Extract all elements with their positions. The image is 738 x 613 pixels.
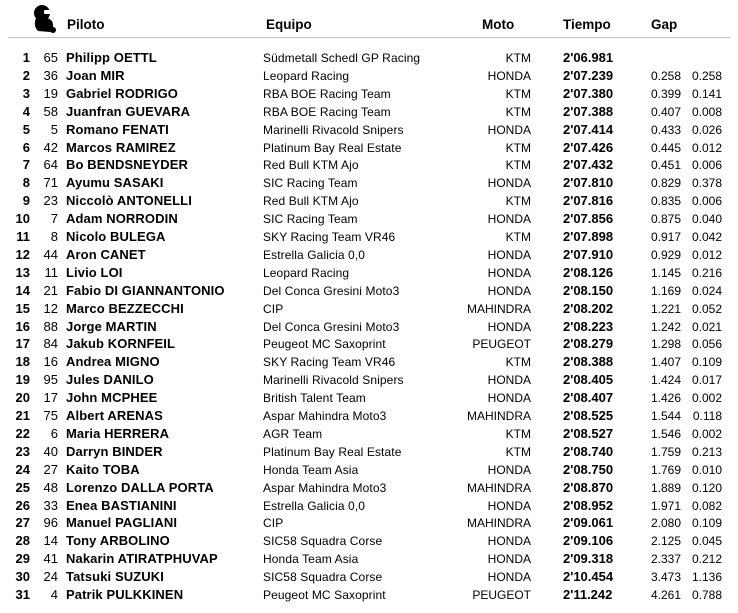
rider-number: 21 <box>43 282 58 298</box>
bike-make: HONDA <box>487 68 531 83</box>
row-position: 3 <box>22 85 30 101</box>
gap-to-previous: 0.141 <box>691 86 722 101</box>
gap-to-previous: 0.026 <box>691 122 722 137</box>
gap-to-first: 0.917 <box>650 230 681 244</box>
team-name: CIP <box>263 516 284 531</box>
rider-number: 8 <box>50 229 58 244</box>
gap-to-first: 0.829 <box>650 176 681 191</box>
table-row <box>0 318 738 336</box>
row-position: 9 <box>22 193 30 209</box>
row-position: 26 <box>15 497 30 513</box>
table-row <box>0 389 738 407</box>
bike-make: KTM <box>505 104 531 119</box>
row-position: 15 <box>15 300 30 316</box>
rider-number: 14 <box>43 533 58 549</box>
rider-number: 7 <box>50 211 58 227</box>
team-name: Leopard Racing <box>263 265 350 280</box>
gap-to-previous: 0.017 <box>691 373 722 388</box>
gap-to-first: 2.125 <box>650 534 681 549</box>
table-row <box>0 300 738 318</box>
bike-make: MAHINDRA <box>466 409 531 423</box>
rider-number: 41 <box>43 551 58 567</box>
rider-name: Nakarin ATIRATPHUVAP <box>66 551 218 567</box>
bike-make: MAHINDRA <box>466 516 531 531</box>
header-gap: Gap <box>651 17 678 32</box>
lap-time: 2'07.414 <box>563 121 614 137</box>
row-position: 22 <box>15 425 30 441</box>
gap-to-previous: 0.006 <box>691 158 722 173</box>
team-name: Estrella Galicia 0,0 <box>263 498 366 513</box>
rider-number: 16 <box>43 354 58 370</box>
gap-to-previous: 0.213 <box>691 444 722 459</box>
gap-to-first: 1.298 <box>650 337 681 352</box>
table-row <box>0 85 738 103</box>
gap-to-first: 1.759 <box>650 444 681 459</box>
row-position: 17 <box>15 336 30 352</box>
bike-make: KTM <box>505 444 531 459</box>
gap-to-previous: 0.002 <box>691 391 722 406</box>
row-position: 20 <box>15 390 30 406</box>
team-name: RBA BOE Racing Team <box>263 104 391 119</box>
table-row <box>0 550 738 568</box>
bike-make: KTM <box>505 355 531 370</box>
team-name: British Talent Team <box>263 391 366 406</box>
team-name: Honda Team Asia <box>263 462 359 477</box>
lap-time: 2'09.318 <box>563 551 614 567</box>
team-name: SKY Racing Team VR46 <box>263 355 396 370</box>
gap-to-first: 3.473 <box>650 570 681 585</box>
rider-name: Marcos RAMIREZ <box>66 139 176 155</box>
lap-time: 2'08.740 <box>563 443 614 459</box>
lap-time: 2'07.816 <box>563 193 614 209</box>
gap-to-first: 0.451 <box>650 158 681 173</box>
team-name: CIP <box>263 301 284 316</box>
gap-to-previous: 0.012 <box>691 247 722 262</box>
rider-number: 5 <box>50 121 58 137</box>
rider-name: Albert ARENAS <box>66 408 163 423</box>
header-divider <box>8 37 730 38</box>
team-name: Marinelli Rivacold Snipers <box>263 373 404 388</box>
gap-to-previous: 0.378 <box>691 176 722 191</box>
gap-to-first: 0.445 <box>650 140 681 155</box>
lap-time: 2'08.527 <box>563 425 614 441</box>
rider-number: 48 <box>43 479 58 495</box>
gap-to-first: 0.835 <box>650 194 681 209</box>
table-row <box>0 568 738 586</box>
row-position: 11 <box>16 229 30 244</box>
rider-name: Jules DANILO <box>66 372 154 388</box>
table-row <box>0 210 738 228</box>
rider-name: Marco BEZZECCHI <box>66 300 184 316</box>
rider-name: Aron CANET <box>66 246 146 262</box>
rider-name: Adam NORRODIN <box>66 211 178 227</box>
rider-name: Fabio DI GIANNANTONIO <box>66 282 225 298</box>
rider-name: Livio LOI <box>66 264 123 280</box>
gap-to-first: 1.424 <box>650 373 681 388</box>
gap-to-first: 1.544 <box>650 409 681 423</box>
bike-make: HONDA <box>487 552 531 567</box>
gap-to-first: 0.407 <box>650 104 681 119</box>
gap-to-previous: 0.010 <box>691 462 722 477</box>
team-name: Südmetall Schedl GP Racing <box>263 51 421 65</box>
rider-name: Joan MIR <box>66 67 125 83</box>
gap-to-previous: 0.212 <box>691 552 722 567</box>
rider-name: Niccolò ANTONELLI <box>66 193 192 209</box>
lap-time: 2'07.426 <box>563 139 614 155</box>
lap-time: 2'07.432 <box>563 157 614 173</box>
gap-to-previous: 0.120 <box>691 480 722 495</box>
team-name: RBA BOE Racing Team <box>263 86 391 101</box>
bike-make: HONDA <box>487 462 531 477</box>
bike-make: HONDA <box>487 498 531 513</box>
rider-name: Bo BENDSNEYDER <box>66 157 189 173</box>
gap-to-previous: 0.008 <box>691 104 722 119</box>
team-name: SKY Racing Team VR46 <box>263 230 396 244</box>
table-row <box>0 67 738 85</box>
team-name: AGR Team <box>263 426 323 441</box>
bike-make: MAHINDRA <box>466 301 531 316</box>
rider-name: Andrea MIGNO <box>66 354 160 370</box>
bike-make: PEUGEOT <box>472 588 531 602</box>
table-row <box>0 139 738 157</box>
table-row <box>0 497 738 515</box>
team-name: Aspar Mahindra Moto3 <box>263 480 387 495</box>
rider-number: 65 <box>43 50 58 65</box>
bike-make: HONDA <box>487 570 531 585</box>
rider-number: 58 <box>43 103 58 119</box>
gap-to-previous: 1.136 <box>691 570 722 585</box>
gap-to-previous: 0.052 <box>691 301 722 316</box>
gap-to-first: 0.399 <box>650 86 681 101</box>
lap-time: 2'08.279 <box>563 336 614 352</box>
table-row <box>0 228 738 246</box>
team-name: Leopard Racing <box>263 68 350 83</box>
row-position: 8 <box>22 175 30 191</box>
table-row <box>0 156 738 174</box>
rider-number: 84 <box>43 336 58 352</box>
team-name: Honda Team Asia <box>263 552 359 567</box>
row-position: 28 <box>15 533 30 549</box>
bike-make: KTM <box>505 158 531 173</box>
lap-time: 2'07.856 <box>563 211 614 227</box>
row-position: 29 <box>15 551 30 567</box>
gap-to-first: 1.889 <box>650 480 681 495</box>
bike-make: KTM <box>505 194 531 209</box>
gap-to-previous: 0.021 <box>691 319 722 334</box>
motorcycle-rider-icon <box>30 4 58 34</box>
rider-number: 75 <box>43 408 58 423</box>
lap-time: 2'07.380 <box>563 85 614 101</box>
team-name: Aspar Mahindra Moto3 <box>263 409 387 423</box>
bike-make: HONDA <box>487 283 531 298</box>
gap-to-first: 4.261 <box>650 588 681 602</box>
rider-number: 96 <box>43 515 58 531</box>
table-row <box>0 407 738 425</box>
rider-number: 17 <box>43 390 58 406</box>
gap-to-first: 1.221 <box>650 301 681 316</box>
gap-to-previous: 0.118 <box>692 409 722 423</box>
rider-name: John MCPHEE <box>66 390 158 406</box>
rider-number: 6 <box>50 425 58 441</box>
gap-to-previous: 0.042 <box>691 230 722 244</box>
gap-to-first: 0.433 <box>650 122 681 137</box>
row-position: 12 <box>15 246 30 262</box>
lap-time: 2'08.405 <box>563 372 614 388</box>
gap-to-first: 1.145 <box>650 265 681 280</box>
gap-to-first: 2.337 <box>650 552 681 567</box>
table-row <box>0 192 738 210</box>
table-row <box>0 282 738 300</box>
gap-to-first: 0.875 <box>650 212 681 227</box>
bike-make: HONDA <box>487 247 531 262</box>
row-position: 18 <box>15 354 30 370</box>
row-position: 2 <box>22 67 30 83</box>
table-row <box>0 443 738 461</box>
lap-time: 2'07.239 <box>563 67 614 83</box>
gap-to-previous: 0.024 <box>691 283 722 298</box>
gap-to-previous: 0.216 <box>691 265 722 280</box>
rider-name: Tatsuki SUZUKI <box>66 569 164 585</box>
rider-number: 88 <box>43 318 58 334</box>
rider-name: Jorge MARTIN <box>66 318 157 334</box>
row-position: 25 <box>15 479 30 495</box>
gap-to-previous: 0.056 <box>691 337 722 352</box>
rider-number: 24 <box>43 569 58 585</box>
row-position: 14 <box>15 282 30 298</box>
lap-time: 2'08.870 <box>563 479 614 495</box>
lap-time: 2'08.750 <box>563 461 614 477</box>
lap-time: 2'08.223 <box>563 318 614 334</box>
bike-make: HONDA <box>487 373 531 388</box>
gap-to-previous: 0.040 <box>691 212 722 227</box>
bike-make: HONDA <box>487 176 531 191</box>
gap-to-first: 1.426 <box>650 391 681 406</box>
table-row <box>0 335 738 353</box>
lap-time: 2'08.952 <box>563 497 614 513</box>
lap-time: 2'11.242 <box>563 587 613 602</box>
rider-number: 33 <box>43 497 58 513</box>
gap-to-first: 1.546 <box>650 426 681 441</box>
rider-name: Juanfran GUEVARA <box>66 103 191 119</box>
bike-make: MAHINDRA <box>466 480 531 495</box>
rider-number: 19 <box>43 85 58 101</box>
gap-to-previous: 0.109 <box>691 355 722 370</box>
row-position: 23 <box>15 443 30 459</box>
rider-number: 4 <box>50 587 58 602</box>
team-name: SIC Racing Team <box>263 212 358 227</box>
rider-name: Lorenzo DALLA PORTA <box>66 479 214 495</box>
lap-time: 2'09.106 <box>563 533 614 549</box>
bike-make: HONDA <box>487 534 531 549</box>
lap-time: 2'08.407 <box>563 390 614 406</box>
bike-make: PEUGEOT <box>472 337 531 352</box>
gap-to-previous: 0.012 <box>691 140 722 155</box>
row-position: 31 <box>15 587 30 602</box>
team-name: SIC58 Squadra Corse <box>263 570 383 585</box>
team-name: Peugeot MC Saxoprint <box>263 588 386 602</box>
team-name: Platinum Bay Real Estate <box>263 140 402 155</box>
rider-name: Patrik PULKKINEN <box>66 587 184 602</box>
gap-to-first: 2.080 <box>650 516 681 531</box>
rider-name: Ayumu SASAKI <box>66 175 164 191</box>
gap-to-previous: 0.006 <box>691 194 722 209</box>
team-name: Estrella Galicia 0,0 <box>263 247 366 262</box>
bike-make: KTM <box>505 51 531 65</box>
table-row <box>0 371 738 389</box>
gap-to-previous: 0.788 <box>691 588 722 602</box>
bike-make: KTM <box>505 230 531 244</box>
row-position: 1 <box>22 50 30 65</box>
table-row <box>0 461 738 479</box>
row-position: 21 <box>15 408 30 423</box>
row-position: 30 <box>15 569 30 585</box>
gap-to-previous: 0.082 <box>691 498 722 513</box>
row-position: 24 <box>15 461 30 477</box>
rider-name: Philipp OETTL <box>66 50 157 65</box>
lap-time: 2'10.454 <box>563 569 614 585</box>
lap-time: 2'07.810 <box>563 175 614 191</box>
table-row <box>0 49 738 67</box>
header-team: Equipo <box>266 17 312 32</box>
gap-to-first: 0.929 <box>650 247 681 262</box>
header-bike: Moto <box>482 17 515 32</box>
team-name: Del Conca Gresini Moto3 <box>263 283 400 298</box>
bike-make: HONDA <box>487 391 531 406</box>
row-position: 19 <box>15 372 30 388</box>
lap-time: 2'09.061 <box>563 515 614 531</box>
rider-number: 36 <box>43 67 58 83</box>
lap-time: 2'08.388 <box>563 354 614 370</box>
rider-number: 95 <box>43 372 58 388</box>
table-row <box>0 532 738 550</box>
bike-make: KTM <box>505 86 531 101</box>
row-position: 27 <box>15 515 30 531</box>
rider-name: Nicolo BULEGA <box>66 229 166 244</box>
rider-number: 42 <box>43 139 58 155</box>
team-name: Red Bull KTM Ajo <box>263 194 359 209</box>
header-time: Tiempo <box>563 17 611 32</box>
lap-time: 2'06.981 <box>563 50 614 65</box>
lap-time: 2'08.126 <box>563 264 614 280</box>
team-name: Platinum Bay Real Estate <box>263 444 402 459</box>
header-rider: Piloto <box>67 17 105 32</box>
lap-time: 2'08.150 <box>563 282 614 298</box>
lap-time: 2'08.525 <box>563 408 614 423</box>
table-row <box>0 586 738 604</box>
rider-number: 27 <box>43 461 58 477</box>
team-name: Peugeot MC Saxoprint <box>263 337 386 352</box>
rider-number: 11 <box>44 264 58 280</box>
gap-to-first: 1.242 <box>650 319 681 334</box>
rider-number: 71 <box>43 175 58 191</box>
team-name: SIC58 Squadra Corse <box>263 534 383 549</box>
team-name: Red Bull KTM Ajo <box>263 158 359 173</box>
bike-make: KTM <box>505 140 531 155</box>
gap-to-previous: 0.002 <box>691 426 722 441</box>
table-row <box>0 425 738 443</box>
gap-to-first: 1.407 <box>650 355 681 370</box>
gap-to-first: 1.169 <box>650 283 681 298</box>
table-row <box>0 174 738 192</box>
gap-to-previous: 0.109 <box>691 516 722 531</box>
bike-make: HONDA <box>487 212 531 227</box>
lap-time: 2'07.910 <box>563 246 614 262</box>
table-row <box>0 353 738 371</box>
rider-number: 44 <box>43 246 58 262</box>
bike-make: KTM <box>505 426 531 441</box>
rider-name: Enea BASTIANINI <box>66 497 177 513</box>
gap-to-first: 0.258 <box>650 68 681 83</box>
rider-name: Tony ARBOLINO <box>66 533 170 549</box>
table-row <box>0 514 738 532</box>
gap-to-first: 1.769 <box>650 462 681 477</box>
rider-name: Kaito TOBA <box>66 461 140 477</box>
bike-make: HONDA <box>487 319 531 334</box>
row-position: 4 <box>22 103 30 119</box>
table-row <box>0 121 738 139</box>
bike-make: HONDA <box>487 265 531 280</box>
gap-to-first: 1.971 <box>650 498 681 513</box>
rider-name: Gabriel RODRIGO <box>66 85 179 101</box>
table-row <box>0 264 738 282</box>
gap-to-previous: 0.045 <box>691 534 722 549</box>
rider-name: Manuel PAGLIANI <box>66 515 178 531</box>
table-row <box>0 479 738 497</box>
lap-time: 2'07.388 <box>563 103 614 119</box>
row-position: 6 <box>22 139 30 155</box>
rider-number: 64 <box>43 157 58 173</box>
rider-number: 23 <box>43 193 58 209</box>
rider-name: Maria HERRERA <box>66 425 170 441</box>
lap-time: 2'08.202 <box>563 300 614 316</box>
row-position: 5 <box>22 121 30 137</box>
bike-make: HONDA <box>487 122 531 137</box>
rider-number: 40 <box>43 443 58 459</box>
rider-number: 12 <box>43 300 58 316</box>
row-position: 7 <box>22 157 30 173</box>
row-position: 13 <box>15 264 30 280</box>
row-position: 16 <box>15 318 30 334</box>
team-name: SIC Racing Team <box>263 176 358 191</box>
team-name: Del Conca Gresini Moto3 <box>263 319 400 334</box>
rider-name: Romano FENATI <box>66 121 169 137</box>
row-position: 10 <box>15 211 30 227</box>
table-row <box>0 246 738 264</box>
gap-to-previous: 0.258 <box>691 68 722 83</box>
team-name: Marinelli Rivacold Snipers <box>263 122 404 137</box>
rider-name: Jakub KORNFEIL <box>66 336 176 352</box>
lap-time: 2'07.898 <box>563 229 614 244</box>
rider-name: Darryn BINDER <box>66 443 163 459</box>
table-row <box>0 103 738 121</box>
